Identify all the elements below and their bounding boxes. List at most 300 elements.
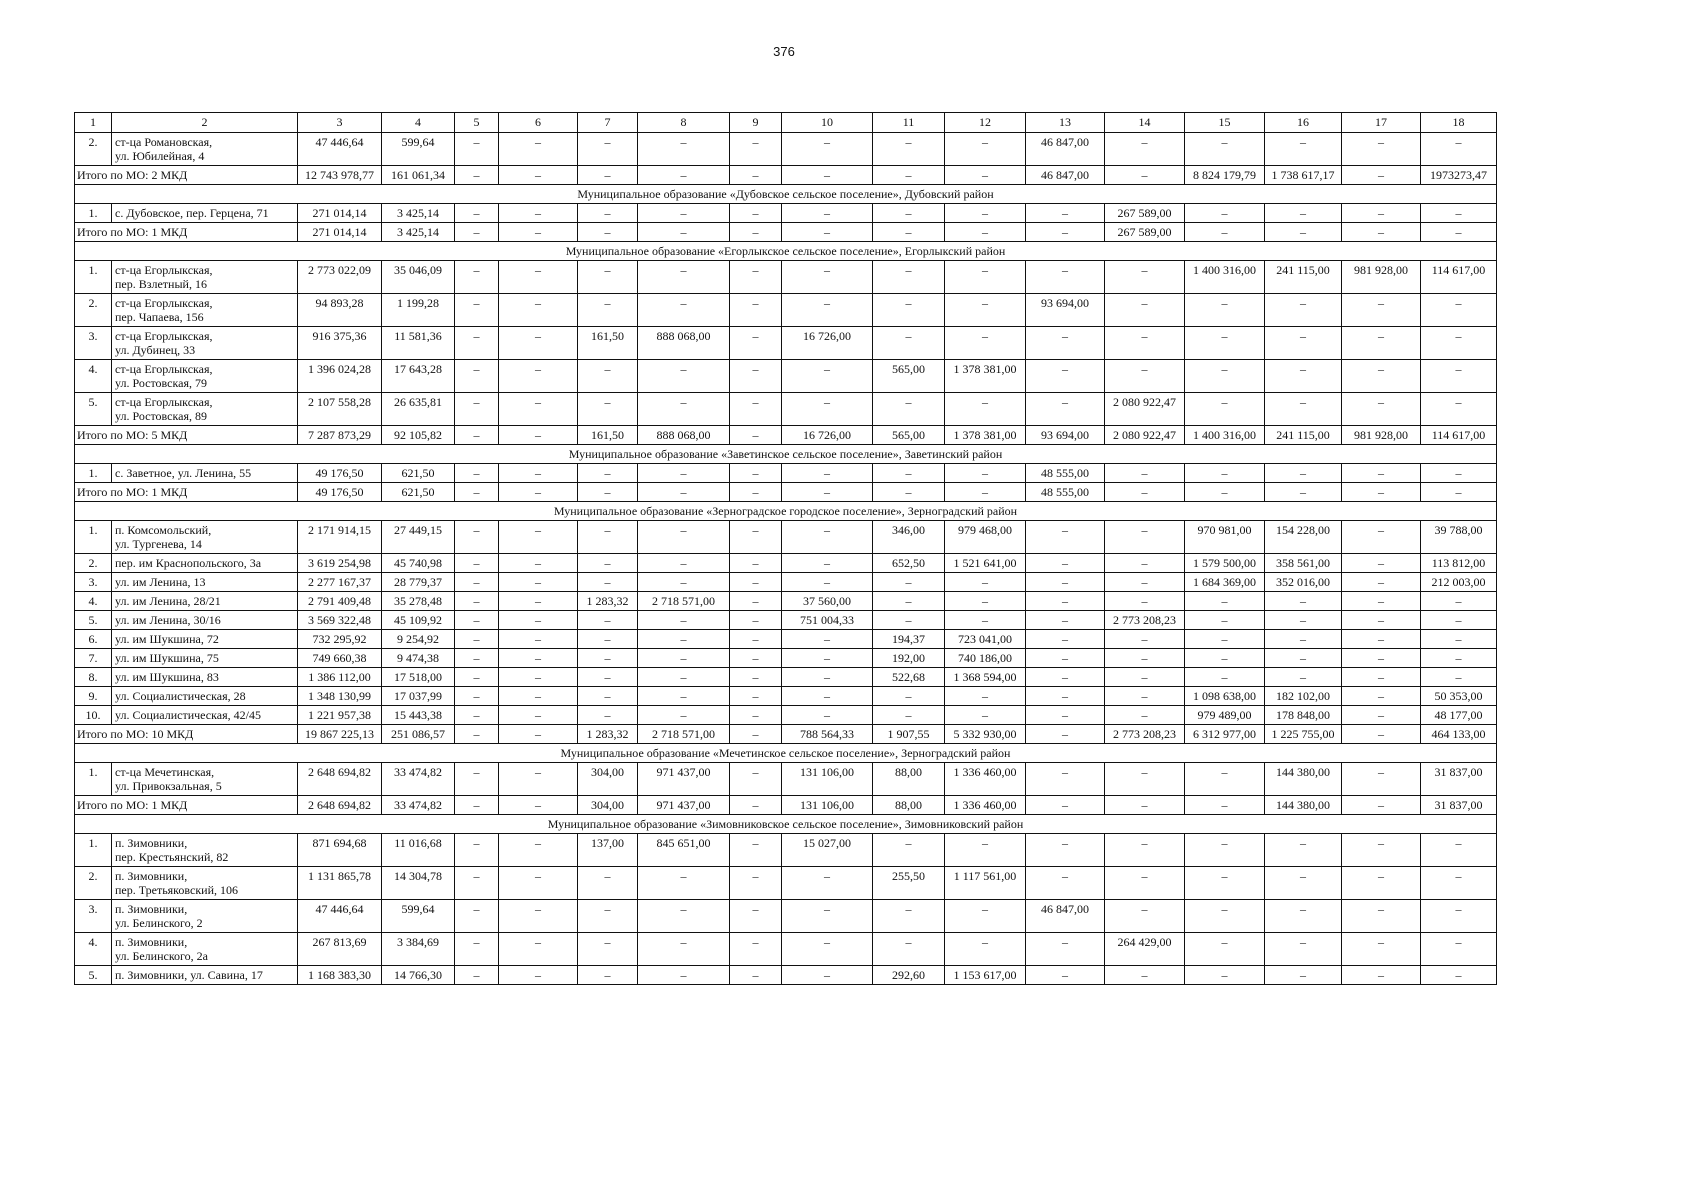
value-cell: 2 718 571,00 bbox=[638, 592, 730, 611]
address-line: п. Зимовники, bbox=[115, 869, 188, 883]
total-value: – bbox=[1026, 223, 1105, 242]
value-cell: – bbox=[499, 133, 578, 166]
column-header: 7 bbox=[578, 113, 638, 133]
address-line: ул. им Шукшина, 83 bbox=[115, 670, 219, 684]
total-value: – bbox=[1342, 796, 1421, 815]
municipality-title: Муниципальное образование «Мечетинское сельское поселение», Зерноградский район bbox=[75, 744, 1497, 763]
value-cell: – bbox=[782, 360, 873, 393]
value-cell: 971 437,00 bbox=[638, 763, 730, 796]
value-cell: – bbox=[638, 204, 730, 223]
total-value: – bbox=[1105, 483, 1185, 502]
value-cell: – bbox=[1342, 204, 1421, 223]
value-cell: 48 177,00 bbox=[1421, 706, 1497, 725]
address-cell bbox=[112, 966, 298, 985]
table-row bbox=[75, 592, 1497, 611]
total-value: – bbox=[1105, 166, 1185, 185]
total-value: 88,00 bbox=[873, 796, 945, 815]
value-cell: 137,00 bbox=[578, 834, 638, 867]
value-cell: – bbox=[1265, 327, 1342, 360]
table-row bbox=[75, 393, 1497, 426]
value-cell: – bbox=[1105, 360, 1185, 393]
value-cell: – bbox=[455, 630, 499, 649]
total-value: – bbox=[730, 223, 782, 242]
total-value: 788 564,33 bbox=[782, 725, 873, 744]
value-cell: – bbox=[730, 630, 782, 649]
value-cell: – bbox=[499, 360, 578, 393]
row-number: 7. bbox=[75, 649, 112, 668]
column-header: 2 bbox=[112, 113, 298, 133]
value-cell: 1 283,32 bbox=[578, 592, 638, 611]
total-value: 93 694,00 bbox=[1026, 426, 1105, 445]
value-cell: – bbox=[499, 668, 578, 687]
value-cell: 37 560,00 bbox=[782, 592, 873, 611]
value-cell: – bbox=[730, 611, 782, 630]
address-line: п. Зимовники, bbox=[115, 935, 188, 949]
address-line: п. Зимовники, bbox=[115, 836, 188, 850]
value-cell: – bbox=[1342, 706, 1421, 725]
total-label: Итого по МО: 5 МКД bbox=[75, 426, 298, 445]
value-cell: – bbox=[638, 554, 730, 573]
address-line: ул. Привокзальная, 5 bbox=[115, 779, 222, 793]
value-cell: – bbox=[638, 261, 730, 294]
value-cell: 94 893,28 bbox=[298, 294, 382, 327]
value-cell: 271 014,14 bbox=[298, 204, 382, 223]
value-cell: 1 684 369,00 bbox=[1185, 573, 1265, 592]
total-label: Итого по МО: 1 МКД bbox=[75, 796, 298, 815]
value-cell: 1 386 112,00 bbox=[298, 668, 382, 687]
value-cell: 182 102,00 bbox=[1265, 687, 1342, 706]
total-value: – bbox=[578, 166, 638, 185]
total-value: – bbox=[499, 796, 578, 815]
value-cell: – bbox=[945, 464, 1026, 483]
value-cell: – bbox=[730, 668, 782, 687]
table-row bbox=[75, 327, 1497, 360]
row-number: 4. bbox=[75, 933, 112, 966]
total-value: 8 824 179,79 bbox=[1185, 166, 1265, 185]
table-row bbox=[75, 630, 1497, 649]
value-cell: – bbox=[1026, 966, 1105, 985]
value-cell: 3 619 254,98 bbox=[298, 554, 382, 573]
value-cell: 2 277 167,37 bbox=[298, 573, 382, 592]
value-cell: 192,00 bbox=[873, 649, 945, 668]
total-value: – bbox=[873, 483, 945, 502]
value-cell: 28 779,37 bbox=[382, 573, 455, 592]
value-cell: – bbox=[945, 261, 1026, 294]
value-cell: – bbox=[1026, 611, 1105, 630]
value-cell: 47 446,64 bbox=[298, 900, 382, 933]
value-cell: – bbox=[499, 630, 578, 649]
value-cell: 1 199,28 bbox=[382, 294, 455, 327]
value-cell: 267 589,00 bbox=[1105, 204, 1185, 223]
value-cell: – bbox=[499, 763, 578, 796]
value-cell: – bbox=[730, 521, 782, 554]
total-value: 49 176,50 bbox=[298, 483, 382, 502]
row-number: 4. bbox=[75, 592, 112, 611]
value-cell: – bbox=[455, 687, 499, 706]
value-cell: – bbox=[455, 592, 499, 611]
value-cell: – bbox=[1026, 573, 1105, 592]
value-cell: – bbox=[455, 294, 499, 327]
total-value: – bbox=[499, 725, 578, 744]
value-cell: – bbox=[1342, 360, 1421, 393]
value-cell: – bbox=[873, 204, 945, 223]
value-cell: – bbox=[873, 294, 945, 327]
value-cell: – bbox=[873, 687, 945, 706]
value-cell: – bbox=[499, 706, 578, 725]
value-cell: – bbox=[578, 900, 638, 933]
total-value: 161,50 bbox=[578, 426, 638, 445]
value-cell: 17 643,28 bbox=[382, 360, 455, 393]
column-header: 15 bbox=[1185, 113, 1265, 133]
value-cell: – bbox=[945, 834, 1026, 867]
total-row bbox=[75, 166, 1497, 185]
section-row bbox=[75, 445, 1497, 464]
value-cell: 50 353,00 bbox=[1421, 687, 1497, 706]
value-cell: – bbox=[499, 327, 578, 360]
value-cell: – bbox=[1421, 133, 1497, 166]
value-cell: – bbox=[1265, 464, 1342, 483]
total-value: 131 106,00 bbox=[782, 796, 873, 815]
column-header: 3 bbox=[298, 113, 382, 133]
table-row bbox=[75, 668, 1497, 687]
value-cell: – bbox=[499, 592, 578, 611]
column-header: 10 bbox=[782, 113, 873, 133]
total-value: – bbox=[1026, 725, 1105, 744]
value-cell: – bbox=[1342, 687, 1421, 706]
value-cell: 17 037,99 bbox=[382, 687, 455, 706]
row-number: 1. bbox=[75, 521, 112, 554]
total-value: 6 312 977,00 bbox=[1185, 725, 1265, 744]
address-line: п. Зимовники, ул. Савина, 17 bbox=[115, 968, 263, 982]
value-cell: 15 027,00 bbox=[782, 834, 873, 867]
value-cell: 178 848,00 bbox=[1265, 706, 1342, 725]
total-value: 2 718 571,00 bbox=[638, 725, 730, 744]
value-cell: – bbox=[730, 464, 782, 483]
value-cell: 35 046,09 bbox=[382, 261, 455, 294]
value-cell: – bbox=[578, 573, 638, 592]
total-value: – bbox=[945, 483, 1026, 502]
address-cell bbox=[112, 630, 298, 649]
table-row bbox=[75, 521, 1497, 554]
address-cell bbox=[112, 834, 298, 867]
value-cell: 1 221 957,38 bbox=[298, 706, 382, 725]
value-cell: 39 788,00 bbox=[1421, 521, 1497, 554]
value-cell: – bbox=[455, 900, 499, 933]
value-cell: – bbox=[1342, 966, 1421, 985]
address-line: п. Зимовники, bbox=[115, 902, 188, 916]
value-cell: – bbox=[455, 360, 499, 393]
value-cell: 9 474,38 bbox=[382, 649, 455, 668]
section-row bbox=[75, 744, 1497, 763]
value-cell: – bbox=[1421, 933, 1497, 966]
municipality-title: Муниципальное образование «Егорлыкское сельское поселение», Егорлыкский район bbox=[75, 242, 1497, 261]
value-cell: 9 254,92 bbox=[382, 630, 455, 649]
value-cell: – bbox=[730, 133, 782, 166]
value-cell: – bbox=[499, 900, 578, 933]
value-cell: 2 773 022,09 bbox=[298, 261, 382, 294]
address-line: пер. Чапаева, 156 bbox=[115, 310, 204, 324]
value-cell: 599,64 bbox=[382, 133, 455, 166]
value-cell: 599,64 bbox=[382, 900, 455, 933]
total-value: 1 378 381,00 bbox=[945, 426, 1026, 445]
value-cell: 871 694,68 bbox=[298, 834, 382, 867]
total-value: 16 726,00 bbox=[782, 426, 873, 445]
value-cell: 970 981,00 bbox=[1185, 521, 1265, 554]
value-cell: – bbox=[1185, 360, 1265, 393]
address-line: п. Комсомольский, bbox=[115, 523, 212, 537]
total-row bbox=[75, 796, 1497, 815]
value-cell: – bbox=[873, 573, 945, 592]
value-cell: – bbox=[1342, 592, 1421, 611]
total-value: – bbox=[578, 223, 638, 242]
value-cell: – bbox=[1026, 204, 1105, 223]
value-cell: 15 443,38 bbox=[382, 706, 455, 725]
value-cell: – bbox=[945, 327, 1026, 360]
value-cell: – bbox=[1185, 900, 1265, 933]
value-cell: – bbox=[1105, 464, 1185, 483]
column-header: 4 bbox=[382, 113, 455, 133]
total-value: – bbox=[455, 223, 499, 242]
value-cell: – bbox=[782, 687, 873, 706]
value-cell: – bbox=[730, 294, 782, 327]
total-value: 464 133,00 bbox=[1421, 725, 1497, 744]
value-cell: – bbox=[455, 933, 499, 966]
value-cell: 652,50 bbox=[873, 554, 945, 573]
total-value: 621,50 bbox=[382, 483, 455, 502]
value-cell: – bbox=[578, 393, 638, 426]
table-row bbox=[75, 867, 1497, 900]
value-cell: 255,50 bbox=[873, 867, 945, 900]
value-cell: – bbox=[730, 933, 782, 966]
value-cell: – bbox=[578, 687, 638, 706]
value-cell: 161,50 bbox=[578, 327, 638, 360]
value-cell: – bbox=[1421, 204, 1497, 223]
value-cell: – bbox=[945, 933, 1026, 966]
table-row bbox=[75, 687, 1497, 706]
value-cell: – bbox=[1026, 327, 1105, 360]
value-cell: – bbox=[1421, 900, 1497, 933]
address-cell bbox=[112, 133, 298, 166]
value-cell: – bbox=[1105, 649, 1185, 668]
value-cell: – bbox=[873, 464, 945, 483]
value-cell: – bbox=[638, 133, 730, 166]
total-value: 1 336 460,00 bbox=[945, 796, 1026, 815]
value-cell: – bbox=[730, 834, 782, 867]
value-cell: 749 660,38 bbox=[298, 649, 382, 668]
value-cell: 49 176,50 bbox=[298, 464, 382, 483]
address-line: ст-ца Егорлыкская, bbox=[115, 263, 213, 277]
value-cell: – bbox=[1105, 966, 1185, 985]
column-header: 5 bbox=[455, 113, 499, 133]
value-cell: – bbox=[638, 573, 730, 592]
address-line: ст-ца Егорлыкская, bbox=[115, 395, 213, 409]
value-cell: – bbox=[455, 706, 499, 725]
value-cell: 1 579 500,00 bbox=[1185, 554, 1265, 573]
value-cell: – bbox=[638, 933, 730, 966]
municipality-title: Муниципальное образование «Заветинское сельское поселение», Заветинский район bbox=[75, 445, 1497, 464]
total-value: 2 773 208,23 bbox=[1105, 725, 1185, 744]
value-cell: – bbox=[578, 360, 638, 393]
column-header: 16 bbox=[1265, 113, 1342, 133]
value-cell: – bbox=[1342, 668, 1421, 687]
value-cell: – bbox=[1185, 464, 1265, 483]
total-value: – bbox=[945, 223, 1026, 242]
value-cell: – bbox=[873, 834, 945, 867]
total-value: – bbox=[455, 725, 499, 744]
value-cell: – bbox=[1026, 360, 1105, 393]
address-cell bbox=[112, 668, 298, 687]
value-cell: 114 617,00 bbox=[1421, 261, 1497, 294]
value-cell: – bbox=[499, 261, 578, 294]
value-cell: – bbox=[1185, 327, 1265, 360]
value-cell: – bbox=[782, 630, 873, 649]
value-cell: – bbox=[499, 611, 578, 630]
value-cell: 2 171 914,15 bbox=[298, 521, 382, 554]
value-cell: – bbox=[578, 294, 638, 327]
value-cell: – bbox=[730, 900, 782, 933]
value-cell: – bbox=[1265, 204, 1342, 223]
value-cell: – bbox=[1026, 630, 1105, 649]
value-cell: – bbox=[1105, 521, 1185, 554]
row-number: 2. bbox=[75, 554, 112, 573]
value-cell: 1 396 024,28 bbox=[298, 360, 382, 393]
municipality-title: Муниципальное образование «Дубовское сельское поселение», Дубовский район bbox=[75, 185, 1497, 204]
value-cell: – bbox=[1185, 592, 1265, 611]
value-cell: 3 569 322,48 bbox=[298, 611, 382, 630]
value-cell: 113 812,00 bbox=[1421, 554, 1497, 573]
value-cell: – bbox=[1026, 706, 1105, 725]
total-row bbox=[75, 426, 1497, 445]
value-cell: – bbox=[782, 294, 873, 327]
value-cell: 264 429,00 bbox=[1105, 933, 1185, 966]
address-line: ст-ца Егорлыкская, bbox=[115, 329, 213, 343]
value-cell: 45 740,98 bbox=[382, 554, 455, 573]
value-cell: – bbox=[455, 464, 499, 483]
total-value: 565,00 bbox=[873, 426, 945, 445]
total-value: 33 474,82 bbox=[382, 796, 455, 815]
table-row bbox=[75, 649, 1497, 668]
value-cell: – bbox=[499, 573, 578, 592]
value-cell: 1 368 594,00 bbox=[945, 668, 1026, 687]
total-value: – bbox=[1026, 796, 1105, 815]
address-line: ст-ца Егорлыкская, bbox=[115, 296, 213, 310]
total-value: – bbox=[1185, 483, 1265, 502]
address-line: ул. Ростовская, 89 bbox=[115, 409, 207, 423]
value-cell: – bbox=[1342, 763, 1421, 796]
table-row bbox=[75, 204, 1497, 223]
value-cell: – bbox=[499, 933, 578, 966]
value-cell: 565,00 bbox=[873, 360, 945, 393]
value-cell: 14 304,78 bbox=[382, 867, 455, 900]
value-cell: – bbox=[638, 900, 730, 933]
column-header: 18 bbox=[1421, 113, 1497, 133]
address-line: ул. Тургенева, 14 bbox=[115, 537, 202, 551]
address-cell bbox=[112, 294, 298, 327]
value-cell: – bbox=[873, 611, 945, 630]
value-cell: – bbox=[1421, 611, 1497, 630]
address-cell bbox=[112, 933, 298, 966]
value-cell: 212 003,00 bbox=[1421, 573, 1497, 592]
value-cell: – bbox=[1265, 133, 1342, 166]
value-cell: – bbox=[1026, 933, 1105, 966]
value-cell: – bbox=[578, 521, 638, 554]
value-cell: – bbox=[499, 867, 578, 900]
value-cell: – bbox=[1421, 360, 1497, 393]
value-cell: 31 837,00 bbox=[1421, 763, 1497, 796]
value-cell: – bbox=[1342, 573, 1421, 592]
value-cell: – bbox=[638, 521, 730, 554]
value-cell: 732 295,92 bbox=[298, 630, 382, 649]
address-line: ул. Юбилейная, 4 bbox=[115, 149, 205, 163]
value-cell: – bbox=[1185, 133, 1265, 166]
value-cell: – bbox=[455, 393, 499, 426]
value-cell: – bbox=[1185, 649, 1265, 668]
value-cell: – bbox=[455, 554, 499, 573]
address-line: ул. им Ленина, 28/21 bbox=[115, 594, 221, 608]
value-cell: – bbox=[1105, 294, 1185, 327]
value-cell: – bbox=[730, 592, 782, 611]
value-cell: – bbox=[873, 933, 945, 966]
value-cell: – bbox=[782, 204, 873, 223]
total-value: 7 287 873,29 bbox=[298, 426, 382, 445]
total-value: – bbox=[455, 796, 499, 815]
total-value: – bbox=[499, 426, 578, 445]
value-cell: 2 107 558,28 bbox=[298, 393, 382, 426]
total-value: – bbox=[1185, 796, 1265, 815]
total-row bbox=[75, 483, 1497, 502]
value-cell: – bbox=[1342, 464, 1421, 483]
value-cell: 2 791 409,48 bbox=[298, 592, 382, 611]
value-cell: – bbox=[499, 464, 578, 483]
value-cell: – bbox=[638, 966, 730, 985]
value-cell: 1 131 865,78 bbox=[298, 867, 382, 900]
value-cell: 1 336 460,00 bbox=[945, 763, 1026, 796]
value-cell: – bbox=[1342, 294, 1421, 327]
value-cell: 93 694,00 bbox=[1026, 294, 1105, 327]
value-cell: – bbox=[578, 630, 638, 649]
row-number: 2. bbox=[75, 867, 112, 900]
address-cell bbox=[112, 706, 298, 725]
total-value: 971 437,00 bbox=[638, 796, 730, 815]
value-cell: – bbox=[1342, 393, 1421, 426]
total-value: 46 847,00 bbox=[1026, 166, 1105, 185]
value-cell: – bbox=[1421, 592, 1497, 611]
address-cell bbox=[112, 763, 298, 796]
column-header: 13 bbox=[1026, 113, 1105, 133]
address-line: ул. Белинского, 2 bbox=[115, 916, 203, 930]
value-cell: – bbox=[638, 687, 730, 706]
value-cell: 979 468,00 bbox=[945, 521, 1026, 554]
value-cell: – bbox=[578, 133, 638, 166]
value-cell: – bbox=[1105, 592, 1185, 611]
row-number: 5. bbox=[75, 393, 112, 426]
value-cell: – bbox=[1105, 630, 1185, 649]
value-cell: – bbox=[1026, 763, 1105, 796]
total-value: – bbox=[1421, 483, 1497, 502]
table-row bbox=[75, 261, 1497, 294]
value-cell: 3 425,14 bbox=[382, 204, 455, 223]
value-cell: 522,68 bbox=[873, 668, 945, 687]
address-line: пер. Третьяковский, 106 bbox=[115, 883, 238, 897]
row-number: 5. bbox=[75, 611, 112, 630]
total-value: 304,00 bbox=[578, 796, 638, 815]
section-row bbox=[75, 815, 1497, 834]
value-cell: 916 375,36 bbox=[298, 327, 382, 360]
value-cell: – bbox=[1265, 966, 1342, 985]
value-cell: – bbox=[1265, 611, 1342, 630]
total-row bbox=[75, 725, 1497, 744]
value-cell: – bbox=[499, 834, 578, 867]
